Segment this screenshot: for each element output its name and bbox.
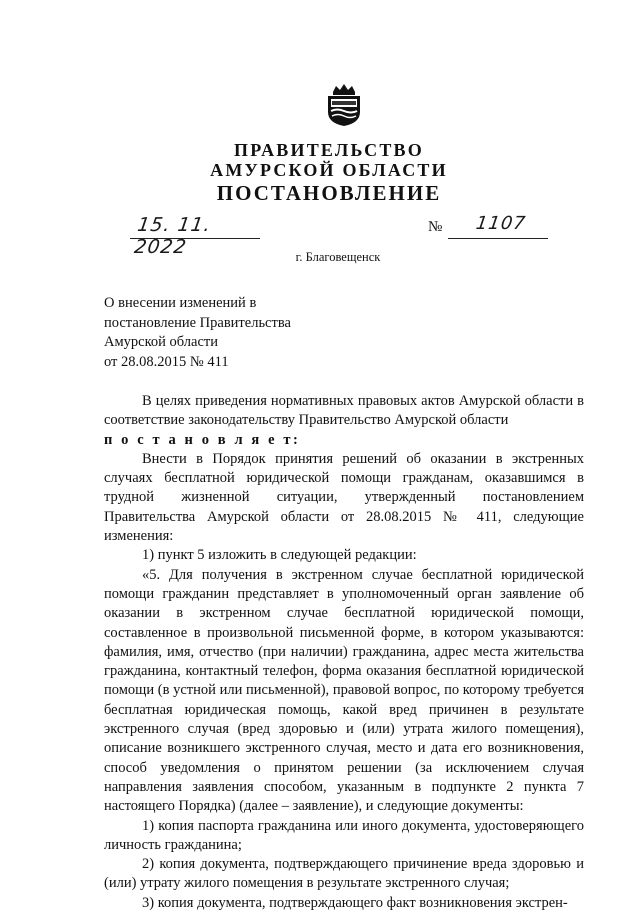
- body-paragraph: Внести в Порядок принятия решений об оказании в экстренных случаях бесплатной юридической помощи гражданам, оказавшимся в трудной жизненной ситуации, утвержденный постановлением Правительства Амурской области от 28.08.2015 № 411, следующие изменения:: [104, 450, 584, 545]
- number-field: [448, 213, 548, 239]
- document-type-title: ПОСТАНОВЛЕНИЕ: [216, 181, 442, 205]
- body-paragraph: 1) копия паспорта гражданина или иного документа, удостоверяющего личность гражданина;: [104, 817, 584, 853]
- body-paragraph: 1) пункт 5 изложить в следующей редакции:: [142, 547, 417, 564]
- subject-line: от 28.08.2015 № 411: [104, 353, 229, 370]
- subject-line: Амурской области: [104, 334, 218, 350]
- date-handwritten: 15. 11. 2022: [132, 214, 213, 258]
- body-paragraph: 2) копия документа, подтверждающего причинение вреда здоровью и (или) утрату жилого помещения в результате экстренного случая;: [104, 856, 584, 892]
- document-subject: [104, 294, 364, 372]
- number-handwritten: 1107: [474, 213, 528, 234]
- subject-line: О внесении изменений в: [104, 295, 257, 311]
- city-label: г. Благовещенск: [295, 250, 381, 264]
- preamble-paragraph: В целях приведения нормативных правовых актов Амурской области в соответствие законодательству Правительство Амурской области: [104, 393, 584, 429]
- body-paragraph: 3) копия документа, подтверждающего факт возникновения экстрен-: [142, 894, 568, 911]
- body-paragraph: «5. Для получения в экстренном случае бесплатной юридической помощи гражданин представляет в уполномоченный орган заявление об оказании в экстренном случае бесплатной юридической помощи, составленное в произвольной письменной форме, в котором указываются: фамилия, имя, отчество (при наличии) гражданина, адрес места жительства гражданина, контактный телефон, форма оказания бесплатной юридической помощи (в устной или письменной), правовой вопрос, по которому требуется бесплатная юридическая помощь, какой вред причинен в результате экстренного случая (вред здоровью и (или) утрата жилого помещения), описание возникшего экстренного случая, место и дата его возникновения, способ уведомления о принятом решении (за исключением случая направления заявления способом, указанным в подпункте 2 пункта 7 настоящего Порядка) (далее – заявление), и следующие документы:: [104, 566, 584, 815]
- subject-line: постановление Правительства: [104, 314, 291, 331]
- amur-oblast-coat-of-arms-icon: [325, 83, 363, 127]
- government-name-line1: ПРАВИТЕЛЬСТВО: [234, 140, 424, 160]
- decree-word: п о с т а н о в л я е т:: [104, 431, 301, 448]
- number-sign: №: [428, 219, 443, 235]
- document-body: [104, 392, 584, 913]
- date-field: [130, 214, 260, 258]
- government-name-line2: АМУРСКОЙ ОБЛАСТИ: [210, 160, 448, 180]
